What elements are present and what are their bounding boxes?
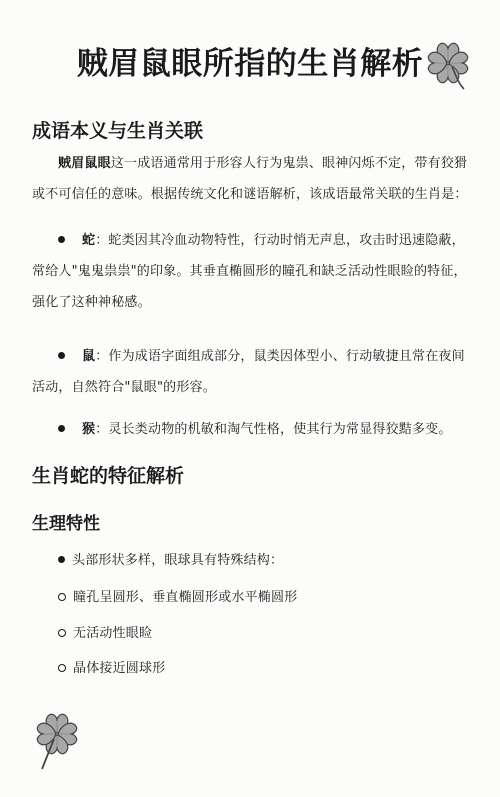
- bullet-dot: [58, 352, 65, 359]
- page-title: 贼眉鼠眼所指的生肖解析: [76, 46, 424, 82]
- zodiac-description: 灵长类动物的机敏和淘气性格，使其行为常显得狡黠多变。: [108, 422, 452, 437]
- zodiac-description: 蛇类因其冷血动物特性，行动时悄无声息，攻击时迅速隐蔽，常给人"鬼鬼祟祟"的印象。其垂直椭圆形的瞳孔和缺乏活动性眼睑的特征，强化了这种神秘感。: [32, 233, 467, 310]
- idiom-term: 贼眉鼠眼: [58, 156, 111, 171]
- zodiac-item-monkey: 猴：灵长类动物的机敏和淘气性格，使其行为常显得狡黠多变。: [32, 414, 472, 445]
- sub-item: 无活动性眼睑: [58, 623, 468, 645]
- sub-item: 瞳孔呈圆形、垂直椭圆形或水平椭圆形: [58, 587, 468, 609]
- subheading-physiology: 生理特性: [32, 514, 100, 534]
- bullet-ring: [58, 629, 66, 637]
- zodiac-item-snake: 蛇：蛇类因其冷血动物特性，行动时悄无声息，攻击时迅速隐蔽，常给人"鬼鬼祟祟"的印象。其垂直椭圆形的瞳孔和缺乏活动性眼睑的特征，强化了这种神秘感。: [32, 233, 467, 310]
- section-heading-snake-traits: 生肖蛇的特征解析: [32, 465, 185, 487]
- zodiac-label: 猴: [82, 422, 96, 437]
- bullet-dot: [58, 236, 65, 243]
- bullet-ring: [58, 593, 66, 601]
- bullet-ring: [58, 664, 66, 672]
- zodiac-description: 作为成语字面组成部分，鼠类因体型小、行动敏捷且常在夜间活动，自然符合"鼠眼"的形容。: [32, 349, 465, 395]
- zodiac-item-rat: 鼠：作为成语字面组成部分，鼠类因体型小、行动敏捷且常在夜间活动，自然符合"鼠眼"的形容。: [32, 349, 465, 395]
- bullet-dot: [58, 556, 65, 563]
- zodiac-label: 蛇: [82, 233, 96, 248]
- intro-text: 这一成语通常用于形容人行为鬼祟、眼神闪烁不定，带有狡猾或不可信任的意味。根据传统文化和谜语解析，该成语最常关联的生肖是：: [32, 156, 468, 202]
- four-leaf-clover-icon: [24, 703, 90, 773]
- sub-item: 晶体接近圆球形: [58, 658, 468, 680]
- section-heading-origin: 成语本义与生肖关联: [32, 120, 204, 142]
- four-leaf-clover-icon: [418, 33, 478, 93]
- intro-paragraph: [32, 148, 472, 210]
- zodiac-label: 鼠: [82, 349, 96, 364]
- bullet-dot: [58, 425, 65, 432]
- physiology-bullet: 头部形状多样，眼球具有特殊结构：: [58, 550, 468, 572]
